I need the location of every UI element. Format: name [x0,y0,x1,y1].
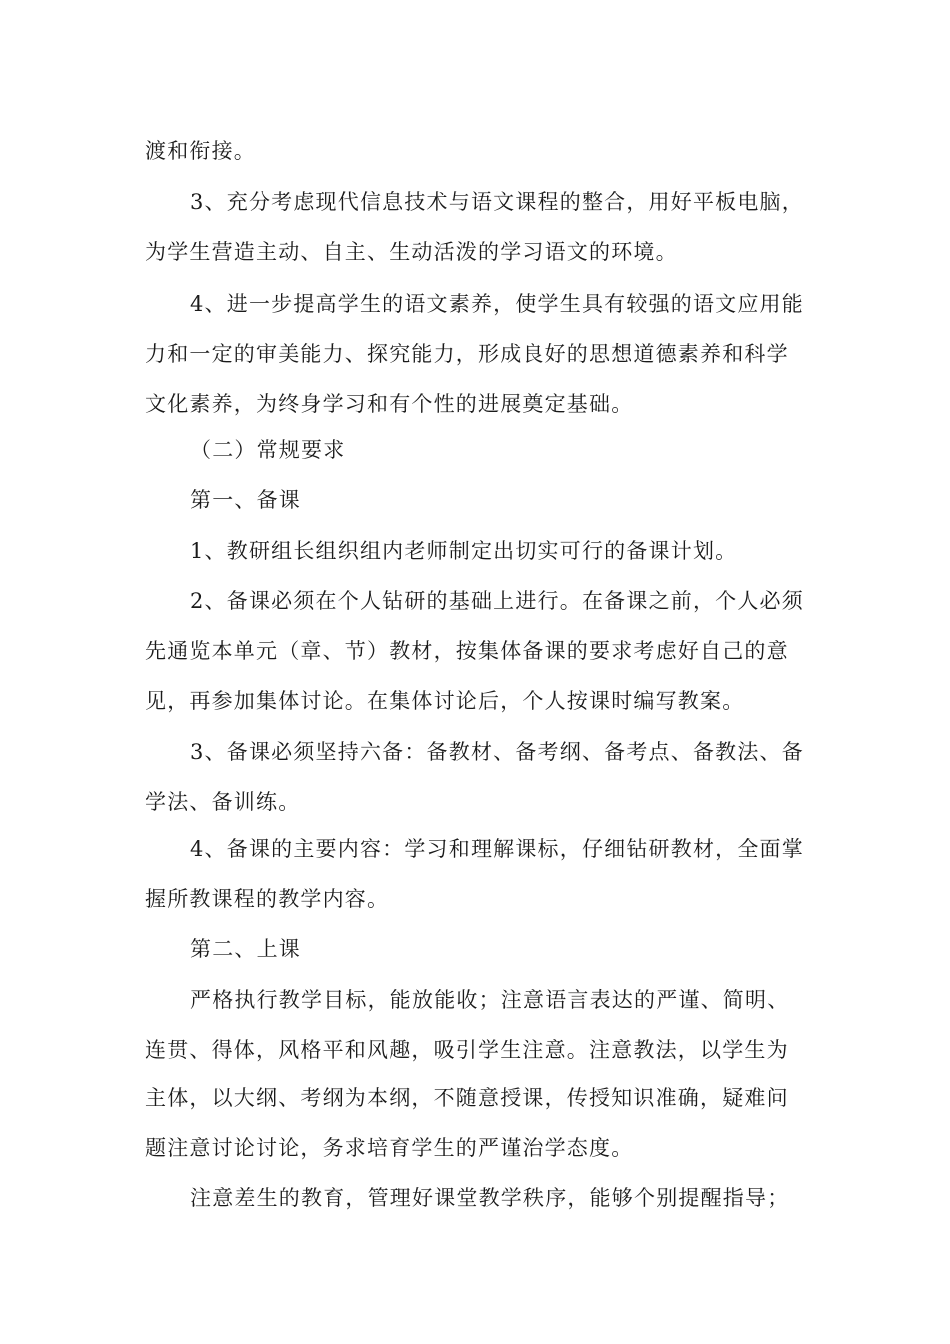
text-line: 严格执行教学目标，能放能收；注意语言表达的严谨、简明、 [190,988,790,1012]
text-line: 题注意讨论讨论，务求培育学生的严谨治学态度。 [145,1136,634,1160]
text-line: 渡和衔接。 [145,139,256,163]
text-line: 文化素养，为终身学习和有个性的进展奠定基础。 [145,392,634,416]
text-line: 连贯、得体，风格平和风趣，吸引学生注意。注意教法，以学生为 [145,1038,789,1062]
text-line: 握所教课程的教学内容。 [145,887,390,911]
text-line: 4、进一步提高学生的语文素养，使学生具有较强的语文应用能 [190,292,804,316]
text-line: 3、充分考虑现代信息技术与语文课程的整合，用好平板电脑， [190,190,804,214]
text-line: 3、备课必须坚持六备：备教材、备考纲、备考点、备教法、备 [190,740,804,764]
text-line: 主体，以大纲、考纲为本纲，不随意授课，传授知识准确，疑难问 [145,1086,789,1110]
text-line: 学法、备训练。 [145,790,301,814]
subsection-heading: 第一、备课 [190,488,301,512]
text-line: 4、备课的主要内容：学习和理解课标，仔细钻研教材，全面掌 [190,837,804,861]
text-line: 先通览本单元（章、节）教材，按集体备课的要求考虑好自己的意 [145,639,789,663]
text-line: 力和一定的审美能力、探究能力，形成良好的思想道德素养和科学 [145,342,789,366]
text-line: 见，再参加集体讨论。在集体讨论后，个人按课时编写教案。 [145,689,745,713]
section-heading: （二）常规要求 [190,438,346,462]
text-line: 注意差生的教育，管理好课堂教学秩序，能够个别提醒指导； [190,1186,790,1210]
text-line: 1、教研组长组织组内老师制定出切实可行的备课计划。 [190,539,738,563]
text-line: 2、备课必须在个人钻研的基础上进行。在备课之前，个人必须 [190,589,804,613]
text-line: 为学生营造主动、自主、生动活泼的学习语文的环境。 [145,240,678,264]
subsection-heading: 第二、上课 [190,937,301,961]
